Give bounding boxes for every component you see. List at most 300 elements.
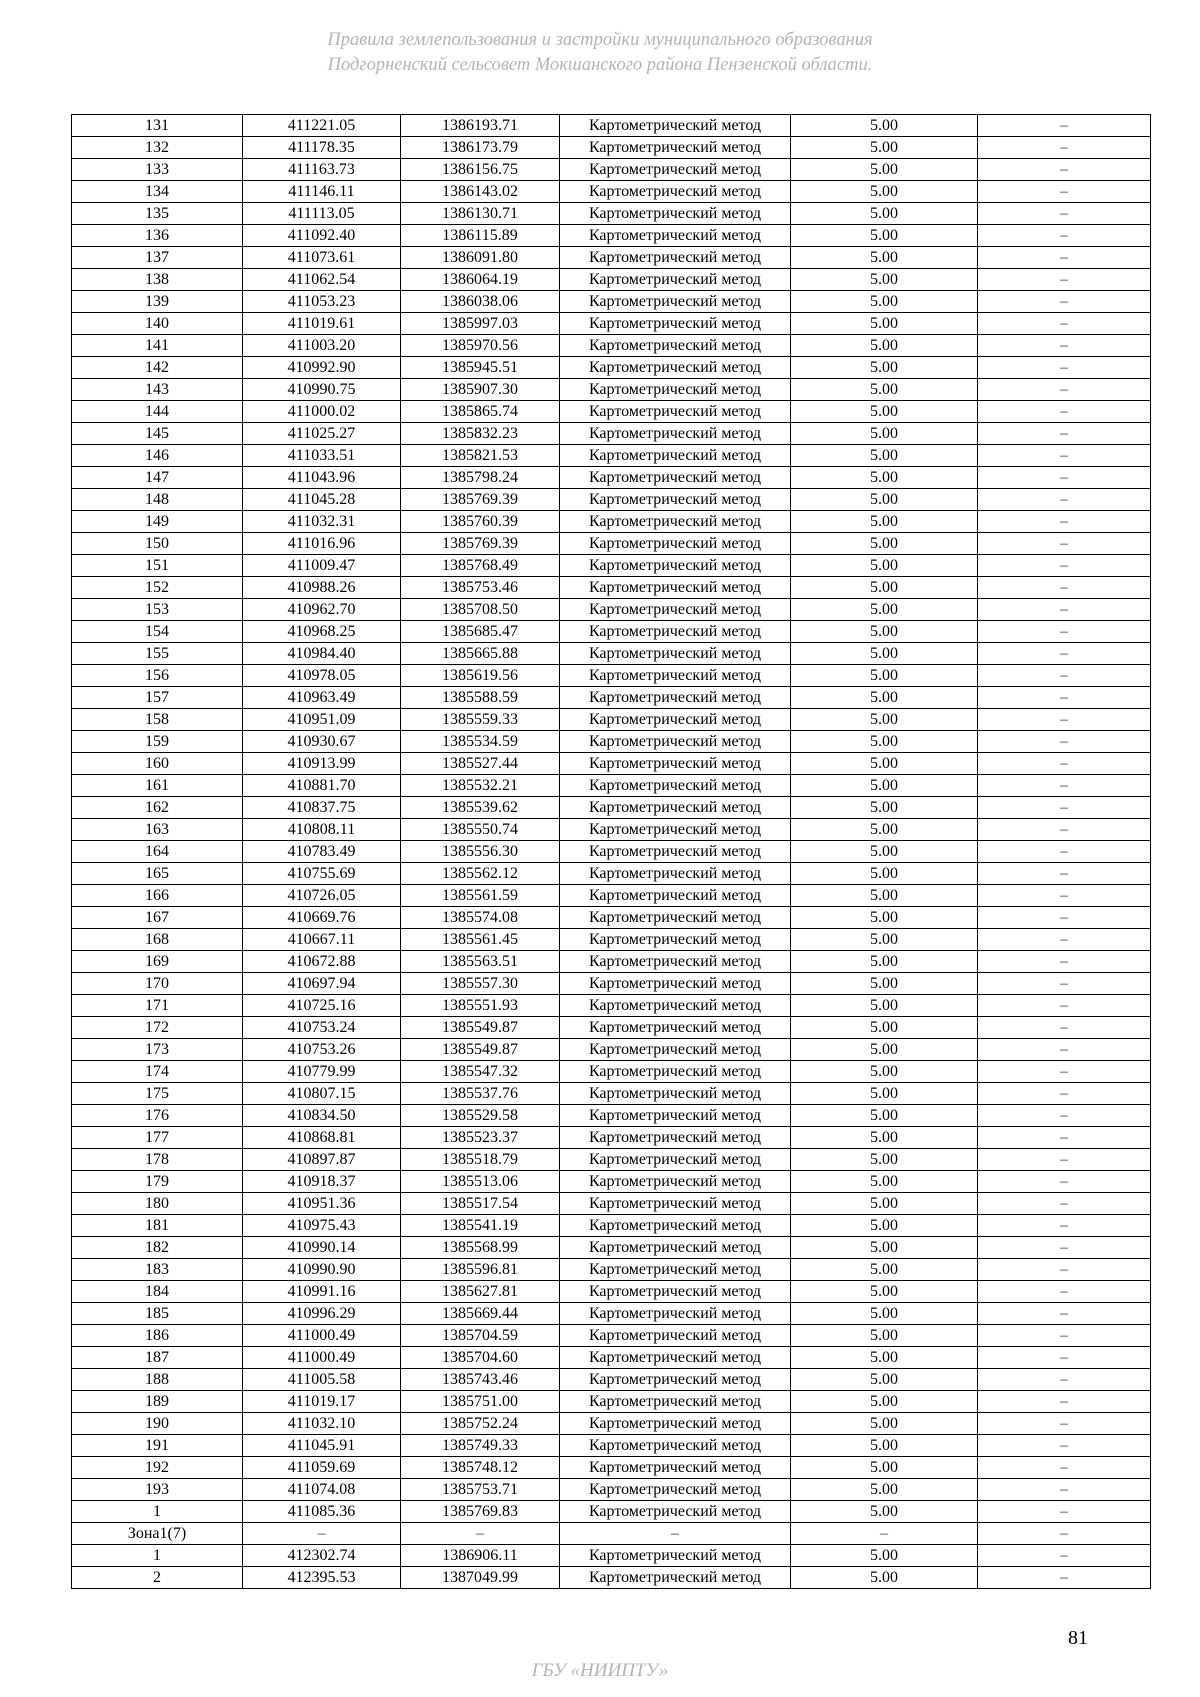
y-coordinate-cell: 1385537.76 xyxy=(401,1083,560,1105)
accuracy-cell: 5.00 xyxy=(791,1105,978,1127)
x-coordinate-cell: 412395.53 xyxy=(243,1567,401,1589)
table-row xyxy=(72,1545,1151,1567)
note-cell: – xyxy=(978,731,1151,753)
accuracy-cell: 5.00 xyxy=(791,1083,978,1105)
method-cell: Картометрический метод xyxy=(560,379,791,401)
table-row xyxy=(72,291,1151,313)
point-number-cell: 156 xyxy=(72,665,243,687)
y-coordinate-cell: 1385769.83 xyxy=(401,1501,560,1523)
y-coordinate-cell: 1385562.12 xyxy=(401,863,560,885)
x-coordinate-cell: 410951.09 xyxy=(243,709,401,731)
document-header xyxy=(0,28,1200,78)
table-row xyxy=(72,709,1151,731)
point-number-cell: 165 xyxy=(72,863,243,885)
method-cell: Картометрический метод xyxy=(560,841,791,863)
accuracy-cell: 5.00 xyxy=(791,1215,978,1237)
x-coordinate-cell: 411074.08 xyxy=(243,1479,401,1501)
note-cell: – xyxy=(978,357,1151,379)
table-row xyxy=(72,1259,1151,1281)
accuracy-cell: 5.00 xyxy=(791,819,978,841)
note-cell: – xyxy=(978,643,1151,665)
y-coordinate-cell: 1385517.54 xyxy=(401,1193,560,1215)
x-coordinate-cell: 411113.05 xyxy=(243,203,401,225)
accuracy-cell: 5.00 xyxy=(791,1369,978,1391)
method-cell: Картометрический метод xyxy=(560,1369,791,1391)
table-row xyxy=(72,225,1151,247)
method-cell: Картометрический метод xyxy=(560,1479,791,1501)
table-row xyxy=(72,1127,1151,1149)
x-coordinate-cell: 410725.16 xyxy=(243,995,401,1017)
x-coordinate-cell: 410753.24 xyxy=(243,1017,401,1039)
header-line-2: Подгорненский сельсовет Мокшанского района Пензенской области. xyxy=(327,55,873,75)
table-row xyxy=(72,687,1151,709)
x-coordinate-cell: 411000.49 xyxy=(243,1325,401,1347)
method-cell: Картометрический метод xyxy=(560,357,791,379)
y-coordinate-cell: 1385743.46 xyxy=(401,1369,560,1391)
y-coordinate-cell: 1386156.75 xyxy=(401,159,560,181)
point-number-cell: 189 xyxy=(72,1391,243,1413)
y-coordinate-cell: 1385798.24 xyxy=(401,467,560,489)
method-cell: Картометрический метод xyxy=(560,1017,791,1039)
table-row xyxy=(72,907,1151,929)
accuracy-cell: 5.00 xyxy=(791,1479,978,1501)
accuracy-cell: 5.00 xyxy=(791,1347,978,1369)
point-number-cell: 170 xyxy=(72,973,243,995)
note-cell: – xyxy=(978,159,1151,181)
method-cell: Картометрический метод xyxy=(560,313,791,335)
x-coordinate-cell: 411092.40 xyxy=(243,225,401,247)
y-coordinate-cell: 1385704.59 xyxy=(401,1325,560,1347)
method-cell: Картометрический метод xyxy=(560,1413,791,1435)
x-coordinate-cell: 411062.54 xyxy=(243,269,401,291)
table-row xyxy=(72,951,1151,973)
y-coordinate-cell: 1385539.62 xyxy=(401,797,560,819)
point-number-cell: 169 xyxy=(72,951,243,973)
table-row xyxy=(72,115,1151,137)
x-coordinate-cell: 410807.15 xyxy=(243,1083,401,1105)
accuracy-cell: 5.00 xyxy=(791,1193,978,1215)
table-row xyxy=(72,1501,1151,1523)
table-row xyxy=(72,775,1151,797)
y-coordinate-cell: 1385556.30 xyxy=(401,841,560,863)
point-number-cell: 162 xyxy=(72,797,243,819)
method-cell: Картометрический метод xyxy=(560,1061,791,1083)
y-coordinate-cell: 1385748.12 xyxy=(401,1457,560,1479)
point-number-cell: 192 xyxy=(72,1457,243,1479)
table-row xyxy=(72,137,1151,159)
method-cell: Картометрический метод xyxy=(560,731,791,753)
method-cell: Картометрический метод xyxy=(560,467,791,489)
x-coordinate-cell: 410996.29 xyxy=(243,1303,401,1325)
method-cell: Картометрический метод xyxy=(560,819,791,841)
x-coordinate-cell: 410755.69 xyxy=(243,863,401,885)
x-coordinate-cell: 411000.49 xyxy=(243,1347,401,1369)
point-number-cell: 138 xyxy=(72,269,243,291)
method-cell: Картометрический метод xyxy=(560,269,791,291)
method-cell: Картометрический метод xyxy=(560,995,791,1017)
x-coordinate-cell: 410990.90 xyxy=(243,1259,401,1281)
y-coordinate-cell: 1386038.06 xyxy=(401,291,560,313)
y-coordinate-cell: 1385561.59 xyxy=(401,885,560,907)
x-coordinate-cell: 410667.11 xyxy=(243,929,401,951)
method-cell: Картометрический метод xyxy=(560,885,791,907)
y-coordinate-cell: 1385708.50 xyxy=(401,599,560,621)
table-row xyxy=(72,819,1151,841)
table-row xyxy=(72,1105,1151,1127)
point-number-cell: 133 xyxy=(72,159,243,181)
y-coordinate-cell: 1385970.56 xyxy=(401,335,560,357)
accuracy-cell: 5.00 xyxy=(791,1127,978,1149)
x-coordinate-cell: 411019.17 xyxy=(243,1391,401,1413)
table-row xyxy=(72,1523,1151,1545)
table-row xyxy=(72,1237,1151,1259)
note-cell: – xyxy=(978,1149,1151,1171)
y-coordinate-cell: 1385619.56 xyxy=(401,665,560,687)
x-coordinate-cell: – xyxy=(243,1523,401,1545)
y-coordinate-cell: 1385907.30 xyxy=(401,379,560,401)
accuracy-cell: 5.00 xyxy=(791,555,978,577)
accuracy-cell: 5.00 xyxy=(791,753,978,775)
point-number-cell: 142 xyxy=(72,357,243,379)
method-cell: Картометрический метод xyxy=(560,1237,791,1259)
point-number-cell: 147 xyxy=(72,467,243,489)
y-coordinate-cell: 1385523.37 xyxy=(401,1127,560,1149)
point-number-cell: 188 xyxy=(72,1369,243,1391)
table-row xyxy=(72,1435,1151,1457)
note-cell: – xyxy=(978,1567,1151,1589)
note-cell: – xyxy=(978,1215,1151,1237)
accuracy-cell: 5.00 xyxy=(791,665,978,687)
y-coordinate-cell: 1386115.89 xyxy=(401,225,560,247)
accuracy-cell: 5.00 xyxy=(791,1061,978,1083)
note-cell: – xyxy=(978,1281,1151,1303)
note-cell: – xyxy=(978,1237,1151,1259)
y-coordinate-cell: 1385568.99 xyxy=(401,1237,560,1259)
note-cell: – xyxy=(978,1083,1151,1105)
accuracy-cell: 5.00 xyxy=(791,599,978,621)
method-cell: – xyxy=(560,1523,791,1545)
table-row xyxy=(72,1083,1151,1105)
x-coordinate-cell: 411003.20 xyxy=(243,335,401,357)
table-row xyxy=(72,599,1151,621)
x-coordinate-cell: 410968.25 xyxy=(243,621,401,643)
table-row xyxy=(72,753,1151,775)
x-coordinate-cell: 410963.49 xyxy=(243,687,401,709)
method-cell: Картометрический метод xyxy=(560,1193,791,1215)
y-coordinate-cell: 1385596.81 xyxy=(401,1259,560,1281)
table-row xyxy=(72,1457,1151,1479)
x-coordinate-cell: 411059.69 xyxy=(243,1457,401,1479)
point-number-cell: 182 xyxy=(72,1237,243,1259)
y-coordinate-cell: 1385627.81 xyxy=(401,1281,560,1303)
y-coordinate-cell: 1385529.58 xyxy=(401,1105,560,1127)
note-cell: – xyxy=(978,1457,1151,1479)
table-row xyxy=(72,269,1151,291)
x-coordinate-cell: 411016.96 xyxy=(243,533,401,555)
accuracy-cell: 5.00 xyxy=(791,885,978,907)
accuracy-cell: 5.00 xyxy=(791,159,978,181)
method-cell: Картометрический метод xyxy=(560,401,791,423)
table-row xyxy=(72,555,1151,577)
table-row xyxy=(72,973,1151,995)
point-number-cell: 185 xyxy=(72,1303,243,1325)
table-row xyxy=(72,1039,1151,1061)
point-number-cell: 144 xyxy=(72,401,243,423)
accuracy-cell: 5.00 xyxy=(791,1237,978,1259)
x-coordinate-cell: 410779.99 xyxy=(243,1061,401,1083)
note-cell: – xyxy=(978,797,1151,819)
y-coordinate-cell: 1385769.39 xyxy=(401,489,560,511)
y-coordinate-cell: 1385549.87 xyxy=(401,1017,560,1039)
method-cell: Картометрический метод xyxy=(560,1259,791,1281)
y-coordinate-cell: 1385549.87 xyxy=(401,1039,560,1061)
y-coordinate-cell: 1386143.02 xyxy=(401,181,560,203)
x-coordinate-cell: 410808.11 xyxy=(243,819,401,841)
note-cell: – xyxy=(978,445,1151,467)
x-coordinate-cell: 410913.99 xyxy=(243,753,401,775)
x-coordinate-cell: 410975.43 xyxy=(243,1215,401,1237)
point-number-cell: 175 xyxy=(72,1083,243,1105)
page-number: 81 xyxy=(1068,1627,1088,1649)
note-cell: – xyxy=(978,841,1151,863)
y-coordinate-cell: 1385749.33 xyxy=(401,1435,560,1457)
table-row xyxy=(72,797,1151,819)
x-coordinate-cell: 410918.37 xyxy=(243,1171,401,1193)
method-cell: Картометрический метод xyxy=(560,863,791,885)
x-coordinate-cell: 410672.88 xyxy=(243,951,401,973)
x-coordinate-cell: 410726.05 xyxy=(243,885,401,907)
y-coordinate-cell: 1385561.45 xyxy=(401,929,560,951)
x-coordinate-cell: 411043.96 xyxy=(243,467,401,489)
point-number-cell: 186 xyxy=(72,1325,243,1347)
note-cell: – xyxy=(978,907,1151,929)
note-cell: – xyxy=(978,709,1151,731)
table-row xyxy=(72,665,1151,687)
accuracy-cell: 5.00 xyxy=(791,863,978,885)
x-coordinate-cell: 411073.61 xyxy=(243,247,401,269)
method-cell: Картометрический метод xyxy=(560,291,791,313)
x-coordinate-cell: 411009.47 xyxy=(243,555,401,577)
method-cell: Картометрический метод xyxy=(560,1325,791,1347)
point-number-cell: 167 xyxy=(72,907,243,929)
point-number-cell: 179 xyxy=(72,1171,243,1193)
accuracy-cell: 5.00 xyxy=(791,137,978,159)
note-cell: – xyxy=(978,379,1151,401)
point-number-cell: 174 xyxy=(72,1061,243,1083)
note-cell: – xyxy=(978,401,1151,423)
note-cell: – xyxy=(978,929,1151,951)
accuracy-cell: 5.00 xyxy=(791,467,978,489)
x-coordinate-cell: 410930.67 xyxy=(243,731,401,753)
accuracy-cell: 5.00 xyxy=(791,1545,978,1567)
coordinates-table-body xyxy=(72,115,1151,1589)
y-coordinate-cell: 1385541.19 xyxy=(401,1215,560,1237)
point-number-cell: 193 xyxy=(72,1479,243,1501)
accuracy-cell: 5.00 xyxy=(791,379,978,401)
method-cell: Картометрический метод xyxy=(560,1281,791,1303)
y-coordinate-cell: 1385945.51 xyxy=(401,357,560,379)
method-cell: Картометрический метод xyxy=(560,577,791,599)
accuracy-cell: 5.00 xyxy=(791,1259,978,1281)
table-row xyxy=(72,533,1151,555)
method-cell: Картометрический метод xyxy=(560,1127,791,1149)
point-number-cell: 173 xyxy=(72,1039,243,1061)
method-cell: Картометрический метод xyxy=(560,511,791,533)
table-row xyxy=(72,489,1151,511)
note-cell: – xyxy=(978,1391,1151,1413)
accuracy-cell: 5.00 xyxy=(791,181,978,203)
note-cell: – xyxy=(978,775,1151,797)
accuracy-cell: 5.00 xyxy=(791,401,978,423)
point-number-cell: 180 xyxy=(72,1193,243,1215)
y-coordinate-cell: 1385550.74 xyxy=(401,819,560,841)
table-row xyxy=(72,1215,1151,1237)
y-coordinate-cell: 1386064.19 xyxy=(401,269,560,291)
note-cell: – xyxy=(978,1171,1151,1193)
table-row xyxy=(72,643,1151,665)
point-number-cell: 168 xyxy=(72,929,243,951)
accuracy-cell: 5.00 xyxy=(791,1149,978,1171)
method-cell: Картометрический метод xyxy=(560,1215,791,1237)
accuracy-cell: 5.00 xyxy=(791,1281,978,1303)
table-row xyxy=(72,335,1151,357)
note-cell: – xyxy=(978,1523,1151,1545)
point-number-cell: 181 xyxy=(72,1215,243,1237)
note-cell: – xyxy=(978,467,1151,489)
note-cell: – xyxy=(978,291,1151,313)
method-cell: Картометрический метод xyxy=(560,1347,791,1369)
table-row xyxy=(72,379,1151,401)
table-row xyxy=(72,181,1151,203)
x-coordinate-cell: 411085.36 xyxy=(243,1501,401,1523)
point-number-cell: 140 xyxy=(72,313,243,335)
point-number-cell: 131 xyxy=(72,115,243,137)
y-coordinate-cell: 1385997.03 xyxy=(401,313,560,335)
method-cell: Картометрический метод xyxy=(560,1545,791,1567)
point-number-cell: 177 xyxy=(72,1127,243,1149)
accuracy-cell: 5.00 xyxy=(791,423,978,445)
accuracy-cell: 5.00 xyxy=(791,1325,978,1347)
point-number-cell: 187 xyxy=(72,1347,243,1369)
table-row xyxy=(72,159,1151,181)
point-number-cell: 134 xyxy=(72,181,243,203)
accuracy-cell: 5.00 xyxy=(791,1435,978,1457)
point-number-cell: 184 xyxy=(72,1281,243,1303)
y-coordinate-cell: 1385527.44 xyxy=(401,753,560,775)
y-coordinate-cell: 1385753.71 xyxy=(401,1479,560,1501)
method-cell: Картометрический метод xyxy=(560,797,791,819)
accuracy-cell: 5.00 xyxy=(791,357,978,379)
table-row xyxy=(72,863,1151,885)
method-cell: Картометрический метод xyxy=(560,181,791,203)
note-cell: – xyxy=(978,1479,1151,1501)
point-number-cell: 149 xyxy=(72,511,243,533)
x-coordinate-cell: 410992.90 xyxy=(243,357,401,379)
accuracy-cell: 5.00 xyxy=(791,115,978,137)
table-row xyxy=(72,445,1151,467)
note-cell: – xyxy=(978,687,1151,709)
point-number-cell: 154 xyxy=(72,621,243,643)
note-cell: – xyxy=(978,115,1151,137)
note-cell: – xyxy=(978,621,1151,643)
y-coordinate-cell: 1385760.39 xyxy=(401,511,560,533)
accuracy-cell: 5.00 xyxy=(791,1457,978,1479)
point-number-cell: 171 xyxy=(72,995,243,1017)
table-row xyxy=(72,1281,1151,1303)
x-coordinate-cell: 411000.02 xyxy=(243,401,401,423)
point-number-cell: 166 xyxy=(72,885,243,907)
x-coordinate-cell: 410837.75 xyxy=(243,797,401,819)
x-coordinate-cell: 410984.40 xyxy=(243,643,401,665)
accuracy-cell: 5.00 xyxy=(791,291,978,313)
method-cell: Картометрический метод xyxy=(560,753,791,775)
x-coordinate-cell: 411032.10 xyxy=(243,1413,401,1435)
note-cell: – xyxy=(978,1325,1151,1347)
note-cell: – xyxy=(978,1413,1151,1435)
point-number-cell: 183 xyxy=(72,1259,243,1281)
point-number-cell: 161 xyxy=(72,775,243,797)
accuracy-cell: 5.00 xyxy=(791,203,978,225)
accuracy-cell: 5.00 xyxy=(791,775,978,797)
method-cell: Картометрический метод xyxy=(560,203,791,225)
y-coordinate-cell: 1385551.93 xyxy=(401,995,560,1017)
point-number-cell: 135 xyxy=(72,203,243,225)
table-row xyxy=(72,313,1151,335)
x-coordinate-cell: 411045.91 xyxy=(243,1435,401,1457)
y-coordinate-cell: 1385559.33 xyxy=(401,709,560,731)
y-coordinate-cell: 1387049.99 xyxy=(401,1567,560,1589)
table-row xyxy=(72,1479,1151,1501)
method-cell: Картометрический метод xyxy=(560,247,791,269)
point-number-cell: 163 xyxy=(72,819,243,841)
y-coordinate-cell: 1385557.30 xyxy=(401,973,560,995)
accuracy-cell: 5.00 xyxy=(791,489,978,511)
note-cell: – xyxy=(978,203,1151,225)
method-cell: Картометрический метод xyxy=(560,1083,791,1105)
x-coordinate-cell: 410753.26 xyxy=(243,1039,401,1061)
point-number-cell: 164 xyxy=(72,841,243,863)
note-cell: – xyxy=(978,1347,1151,1369)
y-coordinate-cell: 1385669.44 xyxy=(401,1303,560,1325)
note-cell: – xyxy=(978,137,1151,159)
table-row xyxy=(72,1413,1151,1435)
table-row xyxy=(72,1347,1151,1369)
y-coordinate-cell: 1385753.46 xyxy=(401,577,560,599)
method-cell: Картометрический метод xyxy=(560,1171,791,1193)
table-row xyxy=(72,841,1151,863)
table-row xyxy=(72,467,1151,489)
point-number-cell: 157 xyxy=(72,687,243,709)
table-row xyxy=(72,929,1151,951)
note-cell: – xyxy=(978,1259,1151,1281)
y-coordinate-cell: 1386091.80 xyxy=(401,247,560,269)
table-row xyxy=(72,621,1151,643)
accuracy-cell: 5.00 xyxy=(791,1413,978,1435)
x-coordinate-cell: 411053.23 xyxy=(243,291,401,313)
coordinates-table xyxy=(71,114,1151,1589)
point-number-cell: 137 xyxy=(72,247,243,269)
method-cell: Картометрический метод xyxy=(560,159,791,181)
point-number-cell: 139 xyxy=(72,291,243,313)
y-coordinate-cell: 1386130.71 xyxy=(401,203,560,225)
x-coordinate-cell: 410881.70 xyxy=(243,775,401,797)
method-cell: Картометрический метод xyxy=(560,665,791,687)
note-cell: – xyxy=(978,555,1151,577)
note-cell: – xyxy=(978,577,1151,599)
method-cell: Картометрический метод xyxy=(560,489,791,511)
note-cell: – xyxy=(978,753,1151,775)
x-coordinate-cell: 411045.28 xyxy=(243,489,401,511)
